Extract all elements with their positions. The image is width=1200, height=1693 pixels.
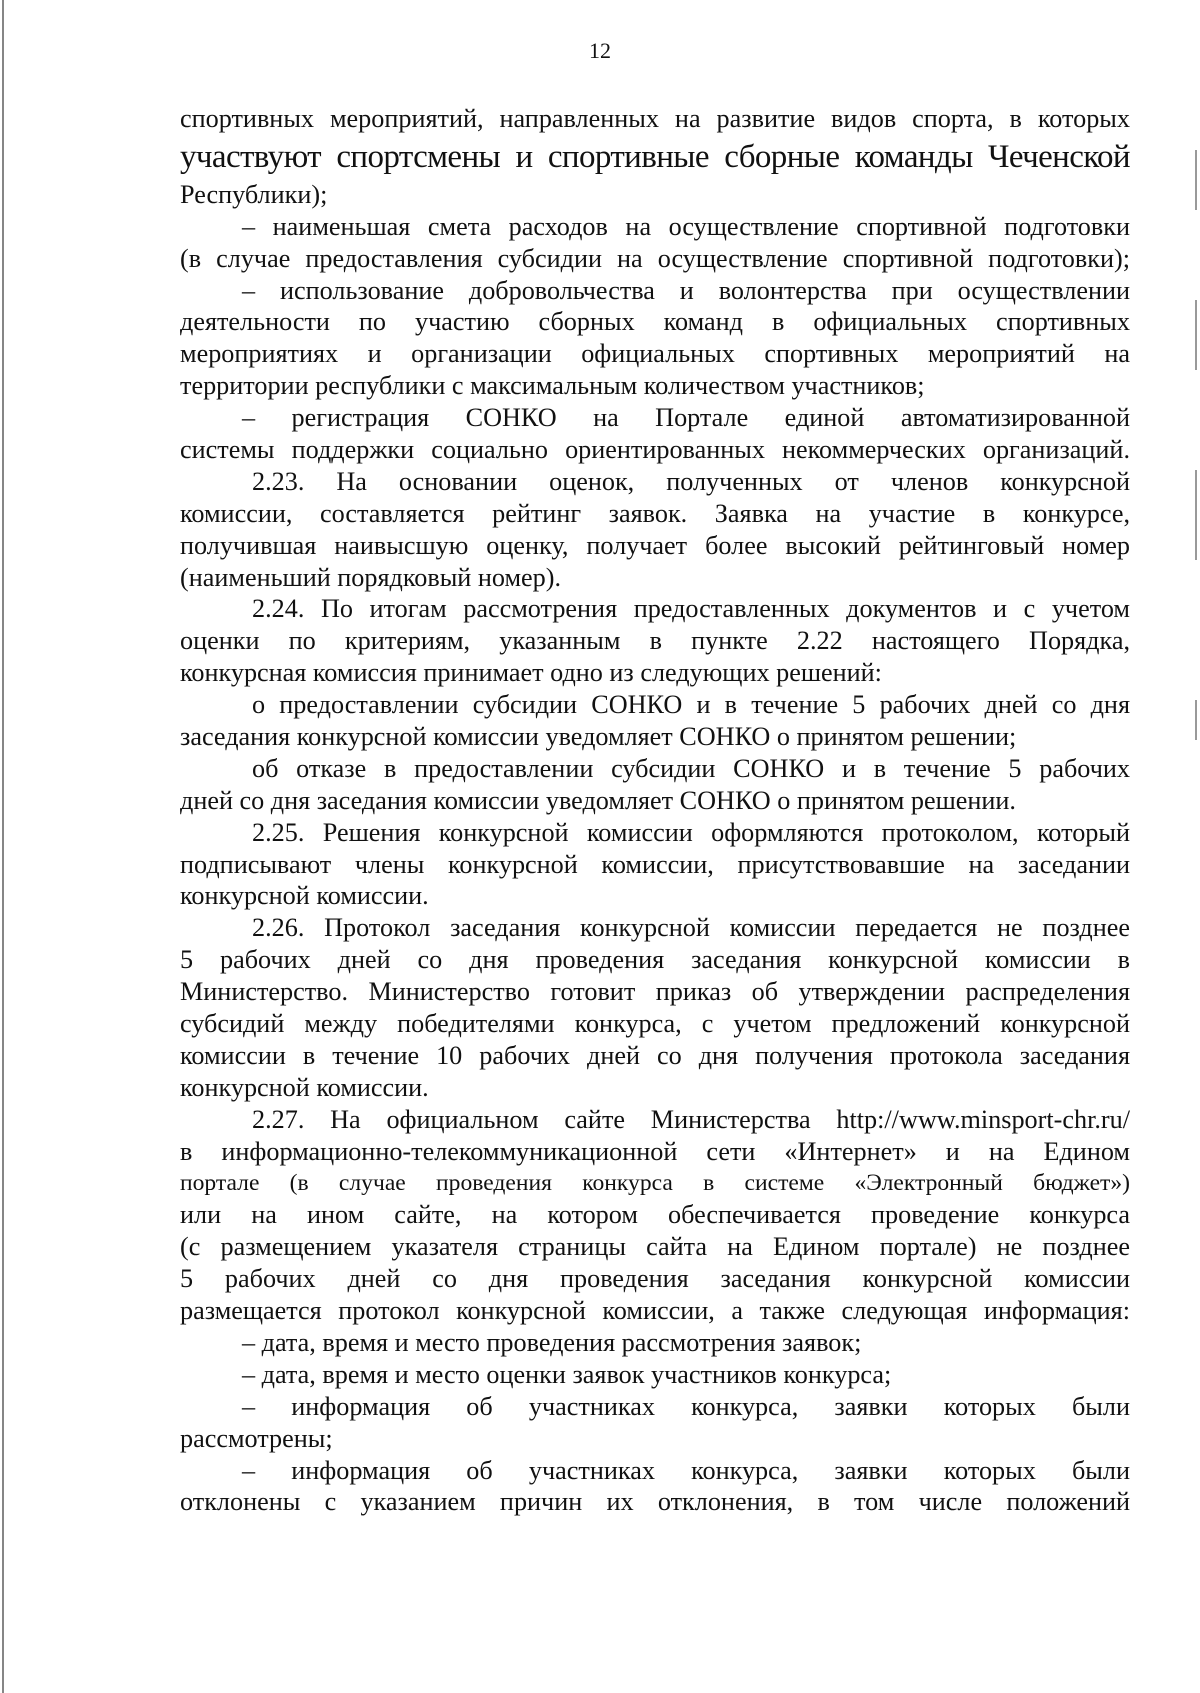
- text-line: 5 рабочих дней со дня проведения заседания конкурсной комиссии в: [180, 945, 1130, 975]
- text-line: – информация об участниках конкурса, заявки которых были: [242, 1455, 1130, 1485]
- scan-edge-right-mark-2: [1195, 300, 1197, 370]
- text-line: комиссии в течение 10 рабочих дней со дня получения протокола заседания: [180, 1040, 1130, 1070]
- text-line: деятельности по участию сборных команд в официальных спортивных: [180, 307, 1130, 337]
- text-line: конкурсной комиссии.: [180, 1072, 429, 1102]
- scan-edge-right-mark-4: [1195, 700, 1197, 740]
- text-line: (наименьший порядковый номер).: [180, 562, 562, 592]
- text-line: – использование добровольчества и волонтерства при осуществлении: [242, 275, 1130, 305]
- text-line: 5 рабочих дней со дня проведения заседания конкурсной комиссии: [180, 1264, 1130, 1294]
- text-line: Министерство. Министерство готовит приказ об утверждении распределения: [180, 977, 1130, 1007]
- text-line: рассмотрены;: [180, 1423, 333, 1453]
- text-line: субсидий между победителями конкурса, с учетом предложений конкурсной: [180, 1009, 1130, 1039]
- text-line: 2.26. Протокол заседания конкурсной комиссии передается не позднее: [252, 913, 1130, 943]
- text-line: отклонены с указанием причин их отклонения, в том числе положений: [180, 1487, 1130, 1517]
- text-line: территории республики с максимальным количеством участников;: [180, 371, 925, 401]
- text-line: участвуют спортсмены и спортивные сборные команды Чеченской: [180, 138, 1130, 175]
- text-line: заседания конкурсной комиссии уведомляет СОНКО о принятом решении;: [180, 722, 1017, 752]
- text-line: оценки по критериям, указанным в пункте 2.22 настоящего Порядка,: [180, 626, 1130, 656]
- page-number: 12: [589, 38, 611, 63]
- scan-edge-right-mark-3: [1195, 470, 1197, 560]
- text-line: подписывают члены конкурсной комиссии, присутствовавшие на заседании: [180, 849, 1130, 879]
- text-line: – дата, время и место проведения рассмотрения заявок;: [242, 1327, 862, 1357]
- text-line: (в случае предоставления субсидии на осуществление спортивной подготовки);: [180, 243, 1130, 273]
- text-line: – наименьшая смета расходов на осуществление спортивной подготовки: [242, 211, 1130, 241]
- text-line: (с размещением указателя страницы сайта на Едином портале) не позднее: [180, 1232, 1130, 1262]
- text-line: – дата, время и место оценки заявок участников конкурса;: [242, 1359, 892, 1389]
- text-line: 2.23. На основании оценок, полученных от членов конкурсной: [252, 466, 1130, 496]
- text-line: дней со дня заседания комиссии уведомляет СОНКО о принятом решении.: [180, 785, 1016, 815]
- text-line: системы поддержки социально ориентированных некоммерческих организаций.: [180, 435, 1130, 465]
- text-line: конкурсная комиссия принимает одно из следующих решений:: [180, 658, 882, 688]
- text-line: 2.25. Решения конкурсной комиссии оформляются протоколом, который: [252, 817, 1130, 847]
- text-line: 2.27. На официальном сайте Министерства http://www.minsport-chr.ru/: [252, 1104, 1130, 1134]
- text-line: комиссии, составляется рейтинг заявок. Заявка на участие в конкурсе,: [180, 498, 1130, 528]
- text-line: размещается протокол конкурсной комиссии, а также следующая информация:: [180, 1296, 1130, 1326]
- text-line: об отказе в предоставлении субсидии СОНКО и в течение 5 рабочих: [252, 753, 1130, 783]
- text-line: мероприятиях и организации официальных спортивных мероприятий на: [180, 339, 1130, 369]
- text-line: спортивных мероприятий, направленных на развитие видов спорта, в которых: [180, 104, 1130, 133]
- text-line: Республики);: [180, 179, 328, 209]
- scan-edge-right-mark-1: [1195, 150, 1197, 210]
- text-line: конкурсной комиссии.: [180, 881, 429, 911]
- text-line: портале (в случае проведения конкурса в системе «Электронный бюджет»): [180, 1169, 1130, 1196]
- body-text: [180, 103, 1130, 1518]
- text-line: 2.24. По итогам рассмотрения предоставленных документов и с учетом: [252, 594, 1130, 624]
- text-line: – регистрация СОНКО на Портале единой автоматизированной: [242, 403, 1130, 433]
- text-line: – информация об участниках конкурса, заявки которых были: [242, 1391, 1130, 1421]
- text-line: в информационно-телекоммуникационной сети «Интернет» и на Едином: [180, 1136, 1130, 1166]
- scan-edge-left: [2, 0, 4, 1693]
- text-line: или на ином сайте, на котором обеспечивается проведение конкурса: [180, 1200, 1130, 1230]
- text-line: о предоставлении субсидии СОНКО и в течение 5 рабочих дней со дня: [252, 690, 1130, 720]
- text-line: получившая наивысшую оценку, получает более высокий рейтинговый номер: [180, 530, 1130, 560]
